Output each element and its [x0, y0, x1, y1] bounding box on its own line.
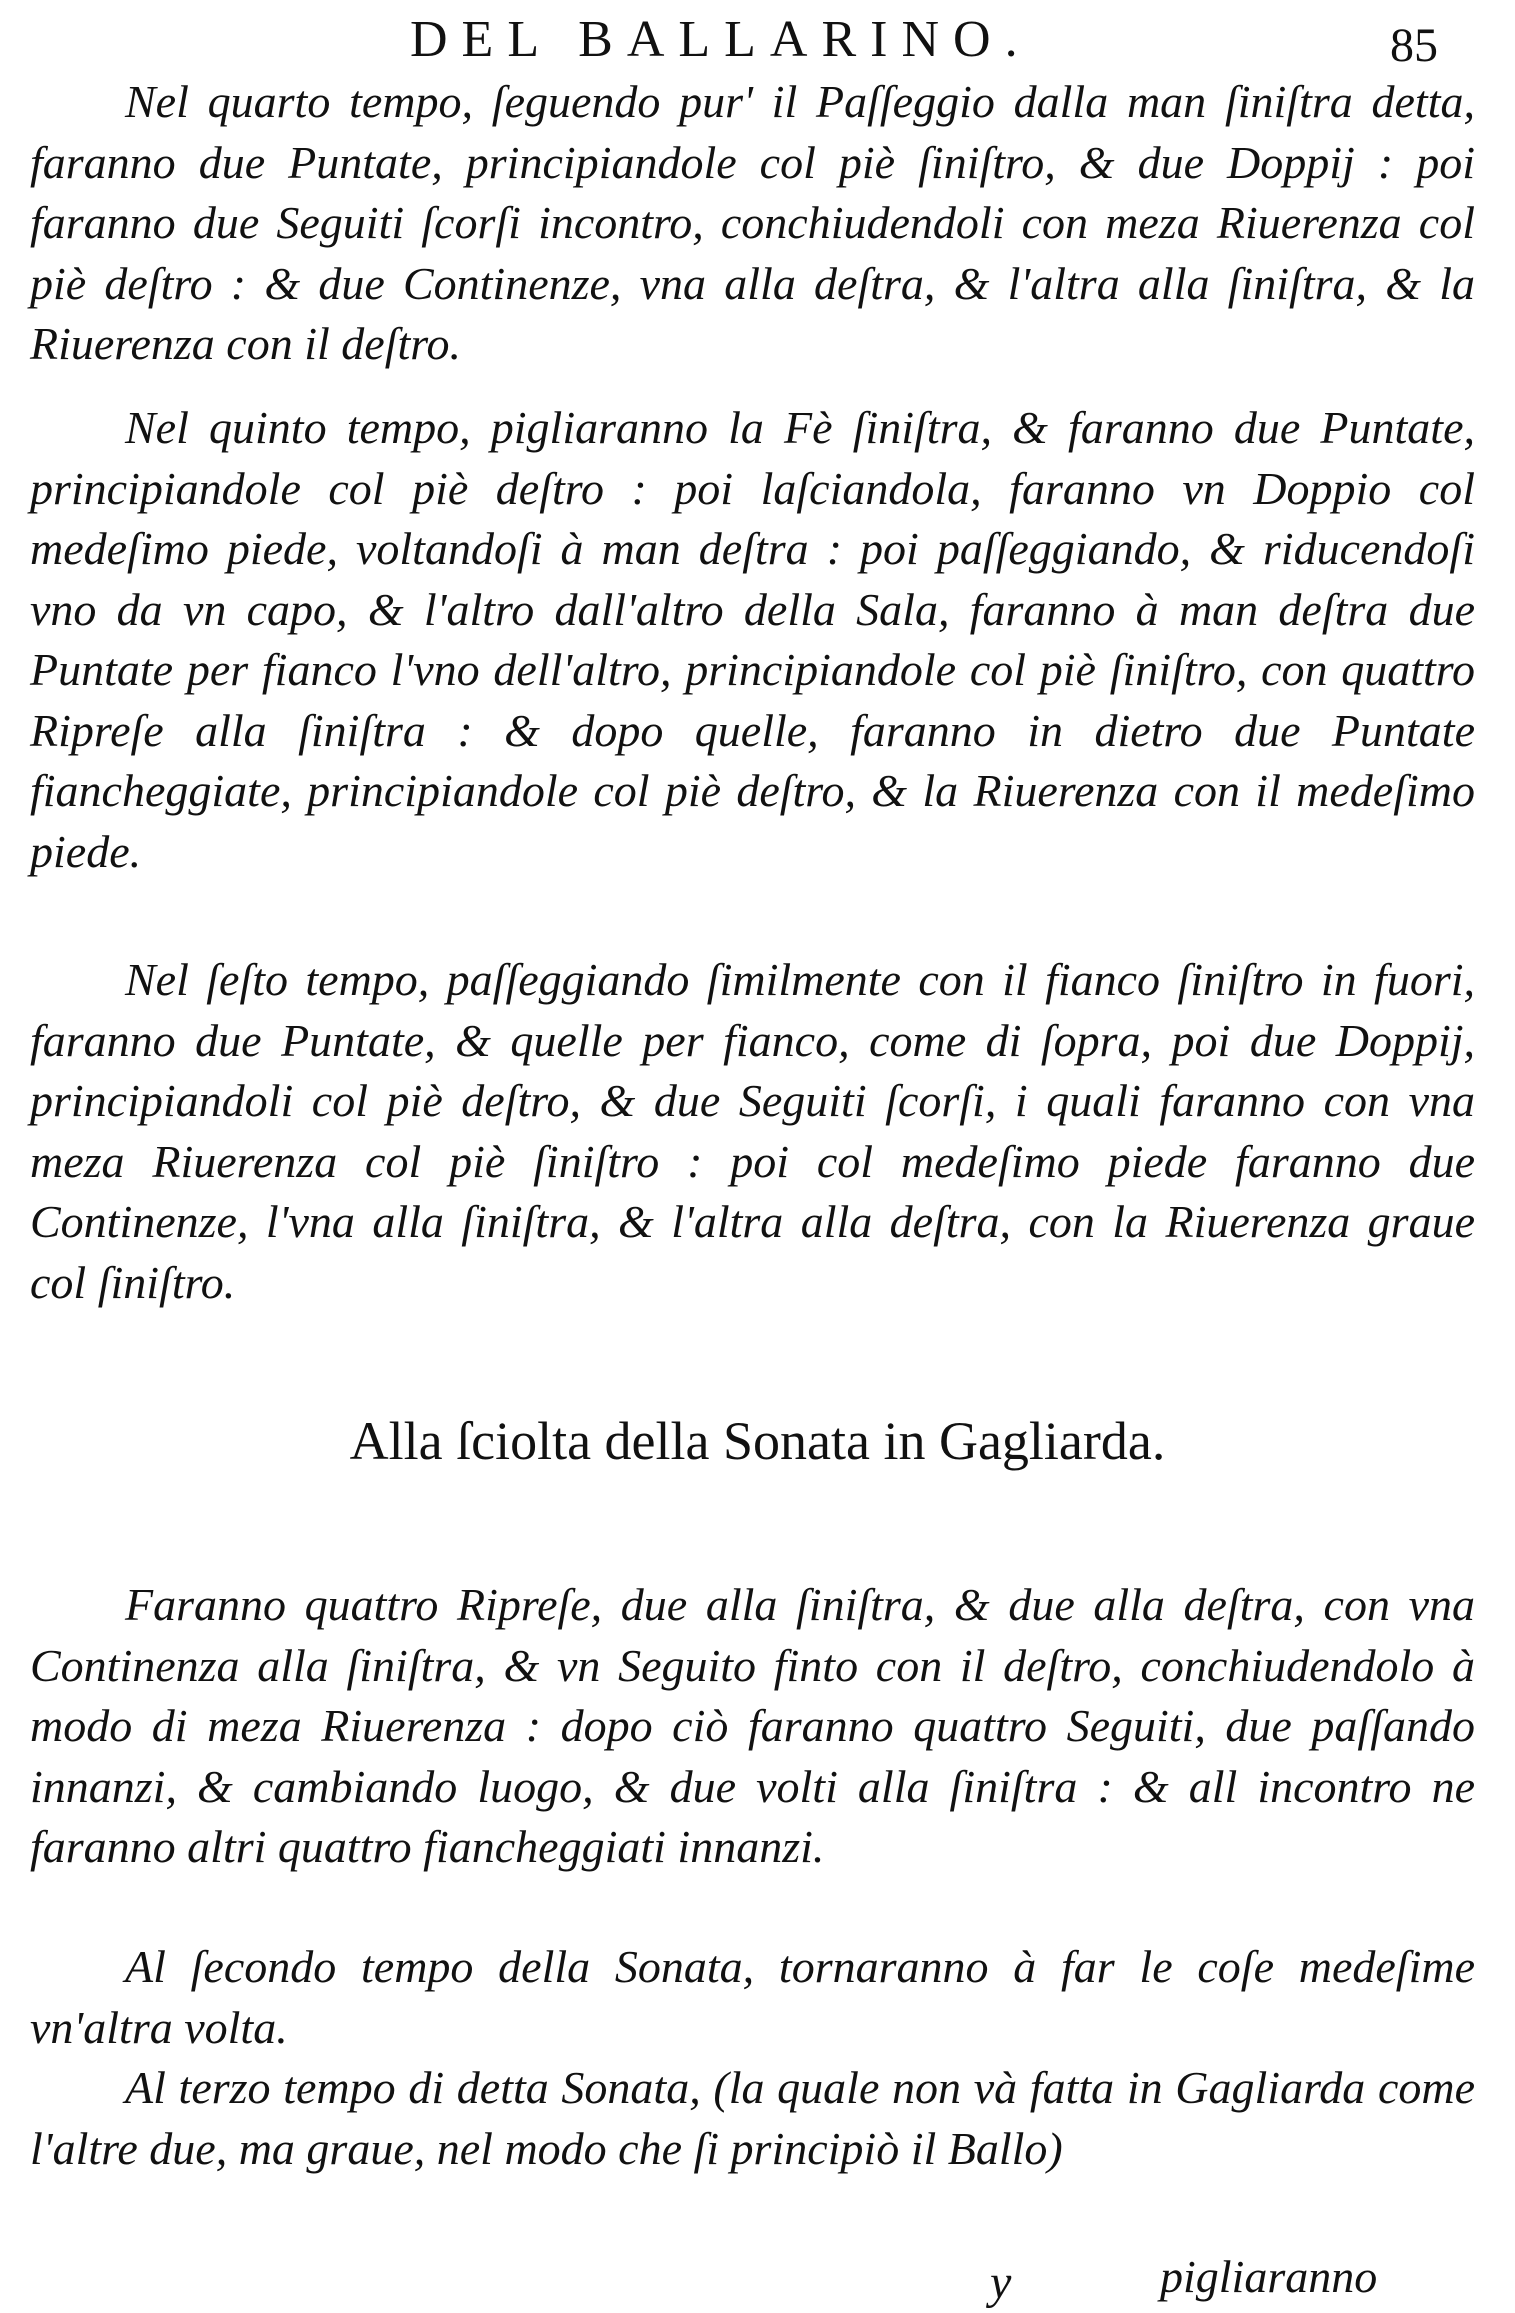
text-block-top: [30, 72, 1475, 375]
paragraph-quarto-tempo: Nel quarto tempo, ſeguendo pur' il Paſſeggio dalla man ſiniſtra detta, faranno due Puntate, principiandole col piè ſiniſtro, & due Doppij : poi faranno due Seguiti ſcorſi incontro, conchiudendoli con meza Riuerenza col piè deſtro : & due Continenze, vna alla deſtra, & l'altra alla ſiniſtra, & la Riuerenza con il deſtro.: [30, 76, 1475, 369]
text-block-sesto: [30, 950, 1475, 1313]
page-number: 85: [1390, 19, 1438, 72]
text-block-quinto: [30, 398, 1475, 882]
text-block-gagliarda: [30, 1575, 1475, 1878]
paragraph-quinto-tempo: Nel quinto tempo, pigliaranno la Fè ſiniſtra, & faranno due Puntate, principiandole col piè deſtro : poi laſciandola, faranno vn Doppio col medeſimo piede, voltandoſi à man deſtra : poi paſſeggiando, & riducendoſi vno da vn capo, & l'altro dall'altro della Sala, faranno à man deſtra due Puntate per fianco l'vno dell'altro, principiandole col piè ſiniſtro, con quattro Ripreſe alla ſiniſtra : & dopo quelle, faranno in dietro due Puntate fiancheggiate, principiandole col piè deſtro, & la Riuerenza con il medeſimo piede.: [30, 402, 1475, 877]
running-title: DEL BALLARINO.: [410, 11, 1032, 68]
catchword: pigliaranno: [1160, 2251, 1378, 2302]
signature-mark: y: [990, 2256, 1012, 2309]
paragraph-terzo-tempo: Al terzo tempo di detta Sonata, (la quale non và fatta in Gagliarda come l'altre due, ma graue, nel modo che ſi principiò il Ballo): [30, 2062, 1475, 2174]
section-heading: Alla ſciolta della Sonata in Gagliarda.: [349, 1411, 1166, 1471]
text-block-secondo: [30, 1937, 1475, 2058]
paragraph-secondo-tempo: Al ſecondo tempo della Sonata, tornaranno à far le coſe medeſime vn'altra volta.: [30, 1941, 1475, 2053]
text-block-terzo: [30, 2058, 1475, 2179]
paragraph-faranno-quattro: Faranno quattro Ripreſe, due alla ſiniſtra, & due alla deſtra, con vna Continenza alla ſiniſtra, & vn Seguito finto con il deſtro, conchiudendolo à modo di meza Riuerenza : dopo ciò faranno quattro Seguiti, due paſſando innanzi, & cambiando luogo, & due volti alla ſiniſtra : & all incontro ne faranno altri quattro fiancheggiati innanzi.: [30, 1579, 1475, 1872]
paragraph-sesto-tempo: Nel ſeſto tempo, paſſeggiando ſimilmente con il fianco ſiniſtro in fuori, faranno due Puntate, & quelle per fianco, come di ſopra, poi due Doppij, principiandoli col piè deſtro, & due Seguiti ſcorſi, i quali faranno con vna meza Riuerenza col piè ſiniſtro : poi col medeſimo piede faranno due Continenze, l'vna alla ſiniſtra, & l'altra alla deſtra, con la Riuerenza graue col ſiniſtro.: [30, 954, 1475, 1308]
